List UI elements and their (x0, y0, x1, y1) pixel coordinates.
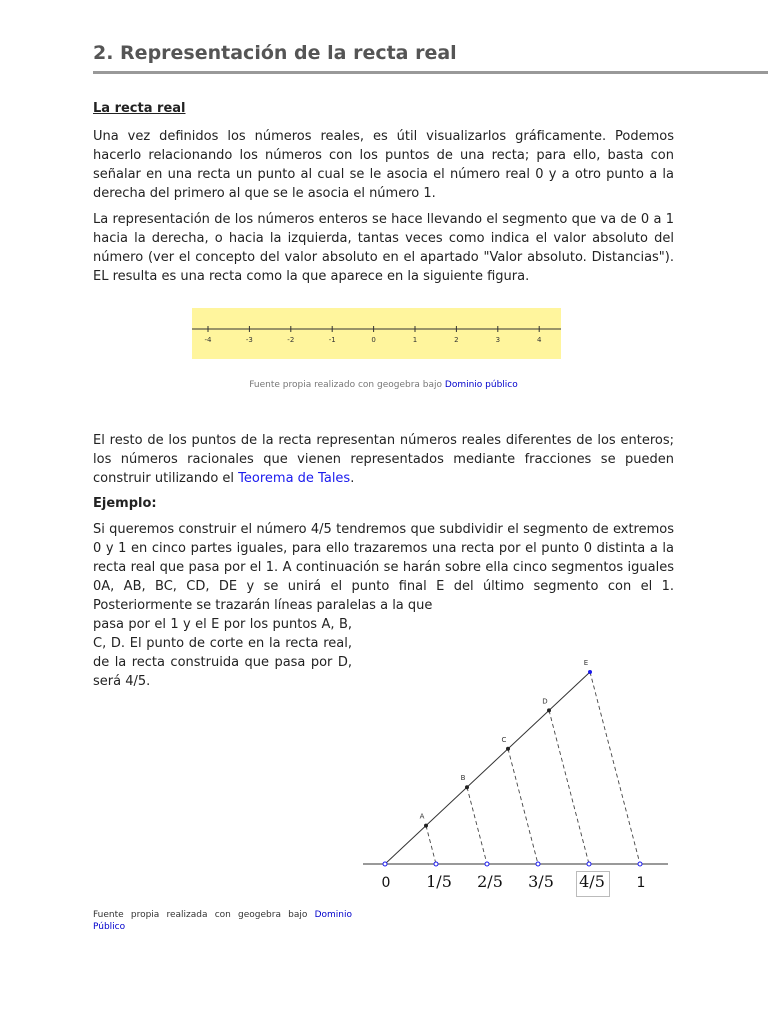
parallel-line-a (426, 826, 436, 864)
paragraph-intro: Una vez definidos los números reales, es útil visualizarlos gráficamente. Podemos hacerlo relacionando los números con los puntos de una recta; para ello, basta con señalar en una recta un punto al cual se le asocia el número real 0 y a otro punto a la derecha del primero al que se le asocia el número 1. (93, 129, 674, 201)
figure1-license-link[interactable]: Dominio público (444, 380, 518, 390)
thales-theorem-link[interactable]: Teorema de Tales (238, 471, 351, 486)
axis-point (485, 862, 489, 866)
point-c (506, 747, 510, 751)
point-label-d: D (542, 697, 548, 706)
axis-point (383, 862, 387, 866)
figure1-caption-text: Fuente propia realizado con geogebra bajo (249, 380, 443, 390)
number-line-tick-label: -1 (328, 336, 336, 344)
axis-label: 1/5 (426, 872, 452, 891)
figure2-caption (93, 909, 352, 933)
paragraph-integers: La representación de los números enteros se hace llevando el segmento que va de 0 a 1 hacia la derecha, o hacia la izquierda, tantas veces como indica el valor absoluto del número (ver el concepto del valor absoluto en el apartado "Valor absoluto. Distancias"). EL resulta es una recta como la que aparece en la siguiente figura. (93, 212, 674, 284)
construction-points (383, 670, 642, 866)
number-line-tick-label: -4 (204, 336, 212, 344)
number-line-tick-label: -3 (245, 336, 253, 344)
auxiliary-line (385, 672, 590, 864)
construction-lines (363, 672, 668, 864)
figure2-license-link[interactable]: Dominio Público (93, 910, 352, 932)
number-line-figure (93, 293, 674, 431)
number-line-svg (192, 308, 561, 359)
number-line-tick-label: 3 (495, 336, 501, 344)
point-label-c: C (501, 735, 507, 744)
number-line-tick-label: -2 (287, 336, 295, 344)
axis-label: 1 (636, 875, 646, 891)
section-heading: La recta real (93, 101, 186, 116)
paragraph-example: Si queremos construir el número 4/5 tendremos que subdividir el segmento de extremos 0 y 1 en cinco partes iguales, para ello trazaremos una recta por el punto 0 distinta a la recta real que pasa por el 1. A continuación se harán sobre ella cinco segmentos iguales 0A, AB, BC, CD, DE y se unirá el punto final E del último segmento con el 1. Posteriormente se trazarán líneas paralelas a la que (93, 522, 674, 613)
point-label-a: A (419, 812, 425, 821)
point-d (547, 708, 551, 712)
point-a (424, 824, 428, 828)
point-label-b: B (460, 774, 466, 783)
axis-point (536, 862, 540, 866)
axis-label: 3/5 (528, 872, 554, 891)
point-b (465, 785, 469, 789)
number-line-tick-label: 1 (412, 336, 418, 344)
figure2-caption-text: Fuente propia realizada con geogebra bajo (93, 910, 308, 920)
number-line-image (192, 308, 561, 359)
title-divider (93, 71, 768, 74)
axis-label: 4/5 (579, 872, 605, 891)
parallel-line-c (508, 749, 538, 864)
number-line-tick-label: 4 (536, 336, 542, 344)
point-e (588, 670, 592, 674)
parallel-line-d (549, 710, 589, 864)
axis-point (434, 862, 438, 866)
paragraph-example-continued: pasa por el 1 y el E por los puntos A, B, C, D. El punto de corte en la recta real, de la recta construida que pasa por D, será 4/5. (93, 617, 352, 689)
highlight-four-fifths-box (576, 871, 610, 897)
axis-point (638, 862, 642, 866)
axis-label: 0 (381, 875, 391, 891)
thales-construction-figure (360, 650, 680, 900)
paragraph-rationals (93, 431, 674, 488)
paragraph-rationals-text: El resto de los puntos de la recta representan números reales diferentes de los enteros; los números racionales que vienen representados mediante fracciones se pueden construir utilizando el (93, 433, 674, 486)
figure1-caption (93, 379, 674, 391)
axis-point (587, 862, 591, 866)
parallel-line-b (467, 787, 487, 864)
axis-label: 2/5 (477, 872, 503, 891)
point-label-e: E (583, 659, 589, 667)
page-title: 2. Representación de la recta real (93, 42, 457, 64)
number-line-tick-label: 2 (454, 336, 459, 344)
example-heading: Ejemplo: (93, 496, 157, 511)
number-line-tick-label: 0 (371, 336, 376, 344)
construction-labels (382, 659, 646, 891)
paragraph-rationals-end: . (350, 471, 355, 486)
parallel-line-e (590, 672, 640, 864)
main-content (93, 100, 674, 691)
